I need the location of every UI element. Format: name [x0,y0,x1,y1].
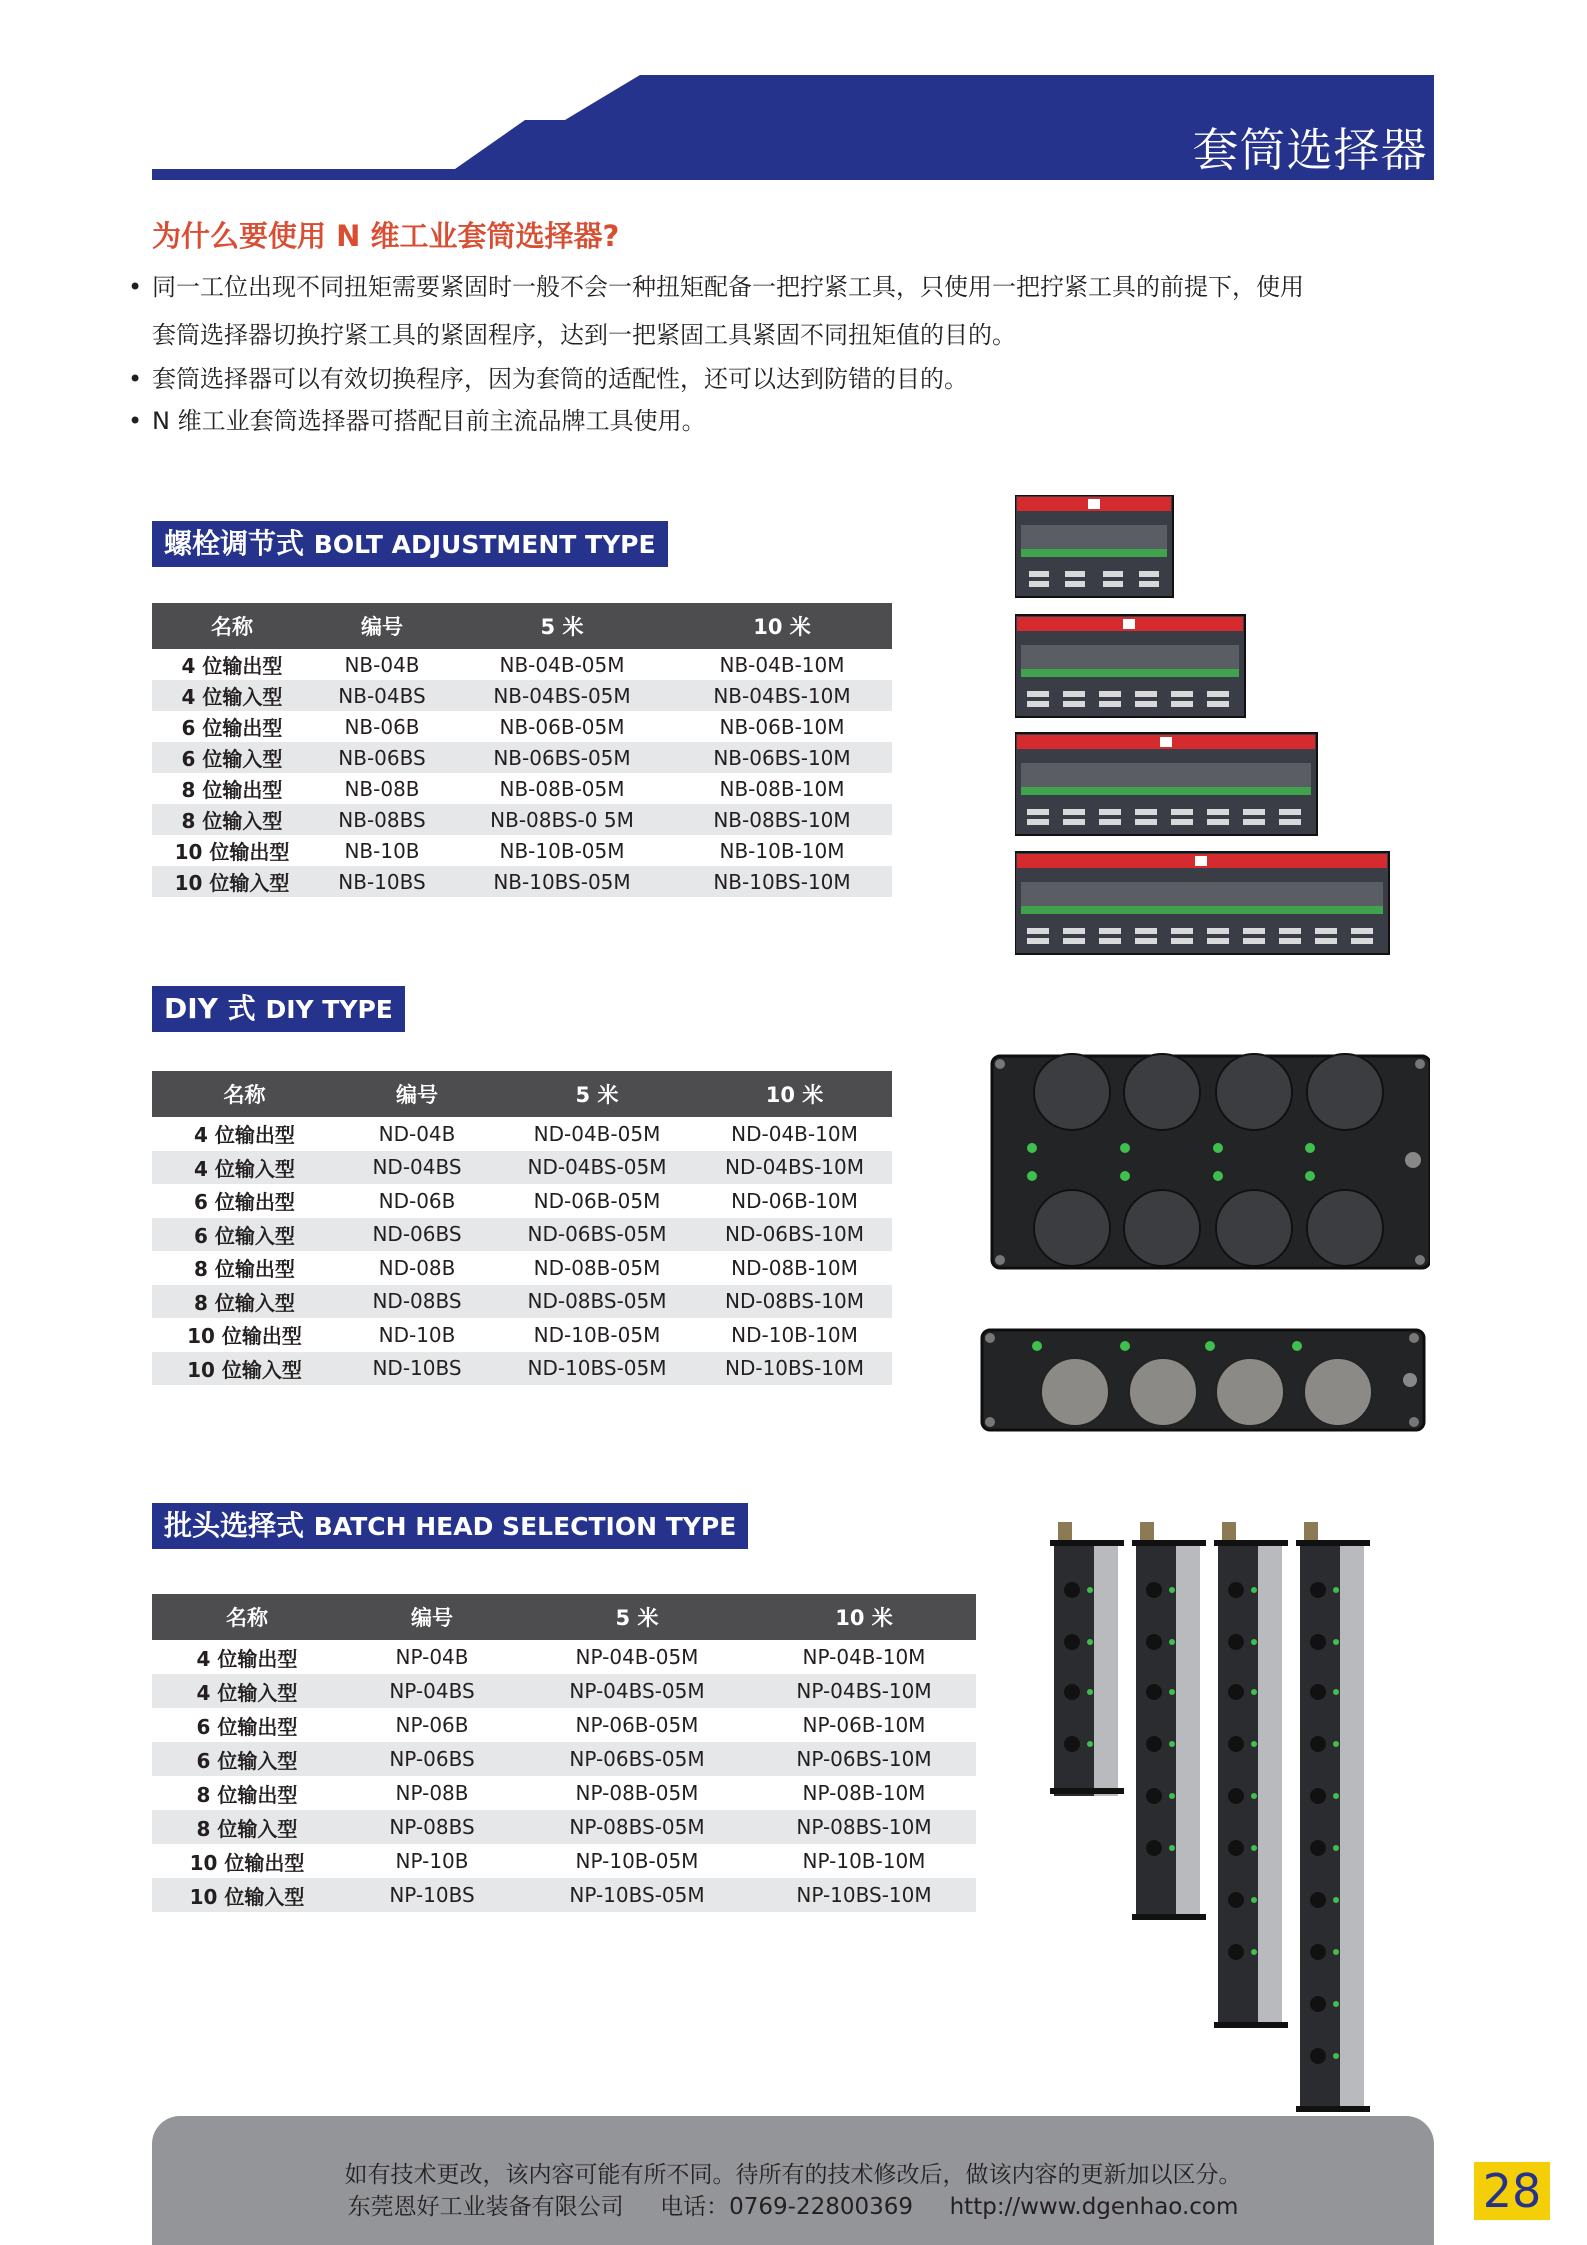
page-number: 28 [1474,2162,1550,2220]
model-name-cell: 8 位输入型 [152,1285,337,1319]
table-row [152,1251,892,1285]
bolt-selector-4 [1015,495,1173,597]
model-name-cell: 4 位输出型 [152,1640,342,1674]
model-code-cell: NP-10B-05M [522,1844,752,1878]
intro-bullet-1 [128,270,1468,304]
model-code-cell: NB-10BS-10M [672,866,892,897]
model-code-cell: NB-06B-05M [452,711,672,742]
model-code-cell: ND-06BS-10M [697,1218,892,1252]
model-name-cell: 8 位输入型 [152,804,312,835]
section-title-en: BOLT ADJUSTMENT TYPE [313,530,656,559]
batch-spec-table [152,1594,976,1912]
model-name-cell: 10 位输出型 [152,1318,337,1352]
model-code-cell: NP-10B [342,1844,522,1878]
bolt-selector-8 [1015,733,1317,835]
model-code-cell: NP-06BS [342,1742,522,1776]
table-row [152,1285,892,1319]
model-code-cell: ND-04BS-10M [697,1151,892,1185]
table-header-cell: 名称 [152,1594,342,1640]
model-code-cell: ND-04B [337,1117,497,1151]
table-header-cell: 名称 [152,1071,337,1117]
model-code-cell: NP-08BS-10M [752,1810,976,1844]
section-title-diy [152,986,405,1032]
table-row [152,1674,976,1708]
model-code-cell: NB-08B-05M [452,773,672,804]
diy-product-images [980,1050,1430,1440]
model-code-cell: NB-10BS [312,866,452,897]
model-name-cell: 8 位输出型 [152,1251,337,1285]
model-code-cell: NB-04BS-05M [452,680,672,711]
table-row [152,1810,976,1844]
model-code-cell: NP-06B [342,1708,522,1742]
model-code-cell: NP-04B-10M [752,1640,976,1674]
intro-bullet-text: 套筒选择器可以有效切换程序，因为套筒的适配性，还可以达到防错的目的。 [152,365,968,393]
model-name-cell: 4 位输入型 [152,1674,342,1708]
intro-bullet-text: N 维工业套筒选择器可搭配目前主流品牌工具使用。 [152,407,706,435]
model-code-cell: NB-04B [312,649,452,680]
model-code-cell: NB-10BS-05M [452,866,672,897]
model-code-cell: ND-10BS-10M [697,1352,892,1386]
model-code-cell: ND-04B-10M [697,1117,892,1151]
model-name-cell: 10 位输出型 [152,835,312,866]
model-code-cell: NP-10BS [342,1878,522,1912]
table-row [152,1708,976,1742]
model-code-cell: NP-04BS-05M [522,1674,752,1708]
table-row [152,1878,976,1912]
model-code-cell: NB-08BS-0 5M [452,804,672,835]
model-name-cell: 6 位输出型 [152,1184,337,1218]
model-code-cell: ND-10B [337,1318,497,1352]
batch-selector-10 [1296,1522,1370,2112]
batch-selector-8 [1214,1522,1288,2028]
model-code-cell: NB-04B-10M [672,649,892,680]
model-name-cell: 4 位输出型 [152,649,312,680]
model-code-cell: NP-08B-05M [522,1776,752,1810]
page-footer [152,2116,1434,2245]
table-row [152,742,892,773]
table-header-cell: 10 米 [752,1594,976,1640]
section-title-cn: DIY 式 [164,992,256,1025]
table-header-cell: 编号 [337,1071,497,1117]
model-name-cell: 6 位输入型 [152,1218,337,1252]
model-code-cell: ND-10BS-05M [497,1352,697,1386]
batch-selector-4 [1050,1522,1124,1796]
model-code-cell: NB-08BS [312,804,452,835]
model-code-cell: NB-10B-05M [452,835,672,866]
table-row [152,1844,976,1878]
model-code-cell: ND-06BS-05M [497,1218,697,1252]
model-code-cell: ND-06B-05M [497,1184,697,1218]
model-code-cell: NB-06B [312,711,452,742]
model-code-cell: ND-04BS-05M [497,1151,697,1185]
table-header-cell: 5 米 [452,603,672,649]
bolt-spec-table [152,603,892,897]
table-row [152,1742,976,1776]
batch-product-images [1040,1522,1385,2117]
table-row [152,1318,892,1352]
model-code-cell: NP-06BS-05M [522,1742,752,1776]
model-code-cell: NP-04B [342,1640,522,1674]
table-row [152,1640,976,1674]
model-code-cell: NB-06BS-10M [672,742,892,773]
batch-selector-6 [1132,1522,1206,1920]
model-code-cell: NP-06B-10M [752,1708,976,1742]
bullet-dot-icon: • [128,365,143,393]
model-code-cell: ND-08BS-10M [697,1285,892,1319]
model-name-cell: 8 位输出型 [152,773,312,804]
model-code-cell: NB-04BS-10M [672,680,892,711]
page-title: 套筒选择器 [1192,123,1428,177]
section-title-en: BATCH HEAD SELECTION TYPE [313,1512,737,1541]
bullet-dot-icon: • [128,273,143,301]
intro-bullet-2 [128,362,1468,396]
page-header [0,0,1587,190]
model-name-cell: 10 位输入型 [152,1878,342,1912]
model-name-cell: 4 位输出型 [152,1117,337,1151]
model-name-cell: 8 位输出型 [152,1776,342,1810]
table-header-cell: 5 米 [522,1594,752,1640]
table-row [152,835,892,866]
model-code-cell: NP-08BS [342,1810,522,1844]
model-code-cell: ND-08BS [337,1285,497,1319]
model-name-cell: 8 位输入型 [152,1810,342,1844]
model-code-cell: NP-10BS-05M [522,1878,752,1912]
model-name-cell: 4 位输入型 [152,680,312,711]
diy-spec-table [152,1071,892,1385]
bolt-product-images [1015,495,1395,955]
model-name-cell: 10 位输入型 [152,866,312,897]
table-row [152,1151,892,1185]
model-name-cell: 6 位输出型 [152,711,312,742]
footer-company: 东莞恩好工业装备有限公司 电话：0769-22800369 http://www.dgenhao.com [347,2194,1239,2220]
section-title-en: DIY TYPE [265,995,393,1024]
table-header-row [152,603,892,649]
table-header-row [152,1594,976,1640]
model-code-cell: ND-08BS-05M [497,1285,697,1319]
model-name-cell: 6 位输出型 [152,1708,342,1742]
model-code-cell: NP-08B [342,1776,522,1810]
intro-bullet-1-cont: 套筒选择器切换拧紧工具的紧固程序，达到一把紧固工具紧固不同扭矩值的目的。 [152,321,1016,349]
model-code-cell: ND-10B-10M [697,1318,892,1352]
table-header-cell: 10 米 [672,603,892,649]
model-code-cell: NB-08B [312,773,452,804]
table-row [152,1218,892,1252]
model-code-cell: NB-06BS [312,742,452,773]
intro-bullet-3 [128,404,1468,438]
model-code-cell: NB-06BS-05M [452,742,672,773]
table-row [152,680,892,711]
model-code-cell: ND-10B-05M [497,1318,697,1352]
model-code-cell: NP-08BS-05M [522,1810,752,1844]
section-title-cn: 批头选择式 [164,1509,305,1542]
section-title-batch [152,1503,748,1549]
model-name-cell: 6 位输入型 [152,742,312,773]
model-name-cell: 10 位输入型 [152,1352,337,1386]
model-code-cell: ND-08B [337,1251,497,1285]
table-header-cell: 编号 [312,603,452,649]
model-name-cell: 10 位输出型 [152,1844,342,1878]
section-title-cn: 螺栓调节式 [164,527,305,560]
table-row [152,773,892,804]
table-row [152,711,892,742]
bolt-selector-6 [1015,615,1245,717]
model-code-cell: ND-10BS [337,1352,497,1386]
table-row [152,804,892,835]
model-code-cell: ND-06B [337,1184,497,1218]
diy-selector-large [992,1054,1430,1268]
model-code-cell: NB-04BS [312,680,452,711]
model-code-cell: NP-04BS-10M [752,1674,976,1708]
model-code-cell: NB-10B [312,835,452,866]
model-name-cell: 6 位输入型 [152,1742,342,1776]
model-code-cell: NB-08BS-10M [672,804,892,835]
model-code-cell: NP-06BS-10M [752,1742,976,1776]
table-row [152,1184,892,1218]
table-row [152,1117,892,1151]
model-code-cell: ND-08B-10M [697,1251,892,1285]
table-row [152,649,892,680]
model-code-cell: ND-06B-10M [697,1184,892,1218]
model-code-cell: NP-08B-10M [752,1776,976,1810]
model-code-cell: NB-06B-10M [672,711,892,742]
model-code-cell: NB-04B-05M [452,649,672,680]
model-code-cell: NB-08B-10M [672,773,892,804]
table-header-cell: 名称 [152,603,312,649]
model-code-cell: ND-06BS [337,1218,497,1252]
intro-bullet-text: 同一工位出现不同扭矩需要紧固时一般不会一种扭矩配备一把拧紧工具，只使用一把拧紧工具的前提下，使用 [152,273,1304,301]
model-code-cell: NP-04BS [342,1674,522,1708]
footer-note: 如有技术更改，该内容可能有所不同。待所有的技术修改后，做该内容的更新加以区分。 [344,2162,1242,2188]
model-code-cell: ND-04B-05M [497,1117,697,1151]
model-code-cell: NP-06B-05M [522,1708,752,1742]
model-code-cell: NP-04B-05M [522,1640,752,1674]
bolt-selector-10 [1015,852,1389,954]
table-row [152,1352,892,1386]
bullet-dot-icon: • [128,407,143,435]
model-code-cell: NP-10B-10M [752,1844,976,1878]
intro-question: 为什么要使用 N 维工业套筒选择器? [152,219,620,253]
model-code-cell: ND-04BS [337,1151,497,1185]
model-code-cell: NP-10BS-10M [752,1878,976,1912]
diy-selector-small [982,1330,1424,1430]
table-row [152,1776,976,1810]
table-header-row [152,1071,892,1117]
model-code-cell: NB-10B-10M [672,835,892,866]
section-title-bolt [152,521,668,567]
table-header-cell: 编号 [342,1594,522,1640]
model-code-cell: ND-08B-05M [497,1251,697,1285]
model-name-cell: 4 位输入型 [152,1151,337,1185]
table-row [152,866,892,897]
table-header-cell: 10 米 [697,1071,892,1117]
table-header-cell: 5 米 [497,1071,697,1117]
